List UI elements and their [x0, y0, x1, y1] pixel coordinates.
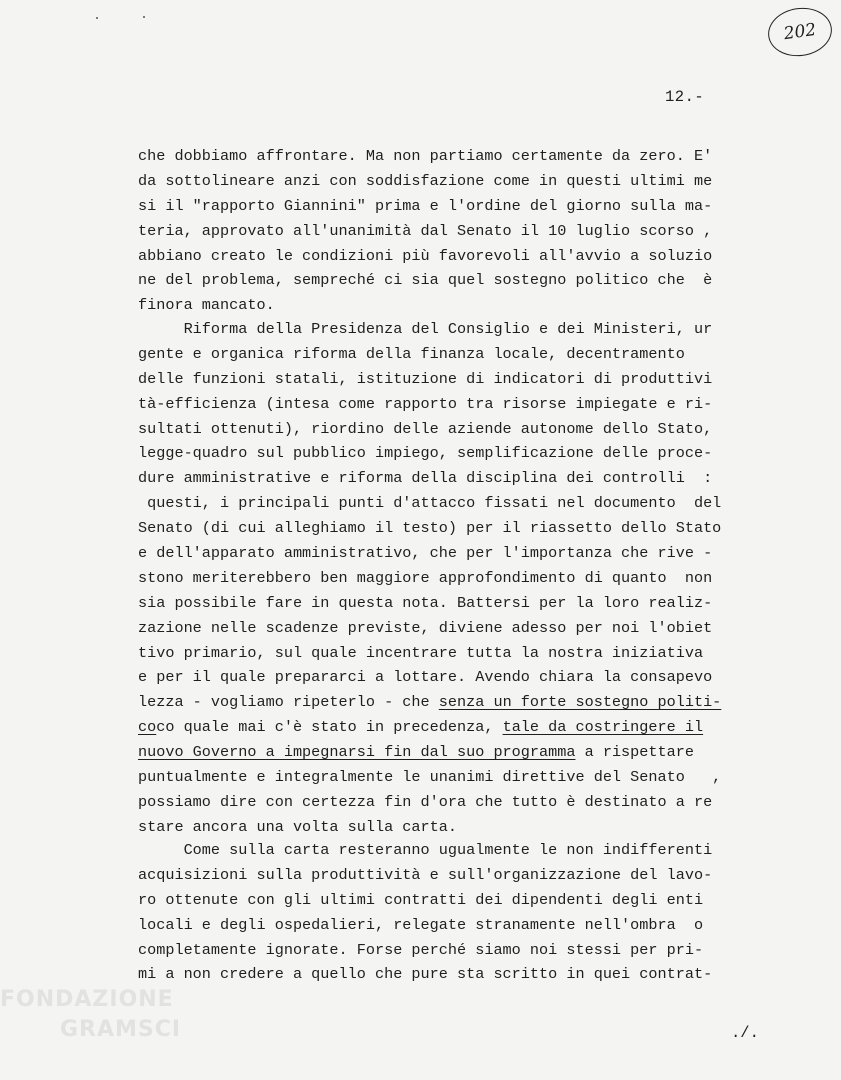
- text-fragment: co quale mai c'è stato in precedenza,: [156, 718, 503, 737]
- underlined-text: co: [138, 718, 157, 737]
- text-line: abbiano creato le condizioni più favorevoli all'avvio a soluzio: [138, 246, 713, 265]
- text-line: puntualmente e integralmente le unanimi direttive del Senato ,: [138, 768, 722, 787]
- paragraph-3: [138, 838, 758, 987]
- text-line-with-underline: [138, 715, 758, 740]
- text-line: da sottolineare anzi con soddisfazione come in questi ultimi me: [138, 171, 713, 190]
- text-line: ne del problema, sempreché ci sia quel sostegno politico che è: [138, 271, 713, 290]
- paragraph-2: [138, 317, 758, 840]
- text-line: Come sulla carta resteranno ugualmente le non indifferenti: [138, 841, 713, 859]
- underlined-text: tale da costringere il: [502, 718, 704, 737]
- watermark: [0, 985, 240, 1055]
- underlined-text: senza un forte sostegno politi-: [438, 693, 722, 712]
- text-line: stare ancora una volta sulla carta.: [138, 817, 457, 836]
- underlined-text: nuovo Governo a impegnarsi fin dal suo programma: [138, 743, 576, 762]
- scan-speck: [143, 16, 145, 18]
- text-line: Senato (di cui alleghiamo il testo) per il riassetto dello Stato: [138, 519, 722, 538]
- text-line-with-underline: [138, 690, 758, 715]
- text-line: stono meriterebbero ben maggiore approfondimento di quanto non: [138, 568, 713, 587]
- text-line: ro ottenute con gli ultimi contratti dei dipendenti degli enti: [138, 890, 704, 909]
- archive-stamp: [765, 4, 835, 60]
- text-line: teria, approvato all'unanimità dal Senato il 10 luglio scorso ,: [138, 221, 713, 240]
- continuation-mark: ./.: [731, 1024, 759, 1042]
- text-line: e dell'apparato amministrativo, che per l'importanza che rive -: [138, 544, 713, 563]
- watermark-line: FONDAZIONE: [0, 987, 174, 1012]
- text-line: acquisizioni sulla produttività e sull'organizzazione del lavo-: [138, 865, 713, 884]
- text-line: possiamo dire con certezza fin d'ora che tutto è destinato a re: [138, 792, 713, 811]
- text-line: completamente ignorate. Forse perché siamo noi stessi per pri-: [138, 940, 704, 959]
- page-number: 12.-: [665, 88, 705, 106]
- paragraph-1: [138, 144, 758, 318]
- text-line: tà-efficienza (intesa come rapporto tra risorse impiegate e ri-: [138, 394, 713, 413]
- text-line: dure amministrative e riforma della disciplina dei controlli :: [138, 469, 713, 488]
- text-line: zazione nelle scadenze previste, diviene adesso per noi l'obiet: [138, 618, 713, 637]
- text-fragment: a rispettare: [575, 743, 694, 762]
- text-line: gente e organica riforma della finanza locale, decentramento: [138, 344, 685, 363]
- watermark-line: GRAMSCI: [60, 1017, 182, 1042]
- text-line: locali e degli ospedalieri, relegate stranamente nell'ombra o: [138, 915, 704, 934]
- scan-speck: [96, 17, 98, 19]
- text-line: tivo primario, sul quale incentrare tutta la nostra iniziativa: [138, 643, 704, 662]
- text-line: Riforma della Presidenza del Consiglio e dei Ministeri, ur: [138, 320, 713, 338]
- text-line: sultati ottenuti), riordino delle aziende autonome dello Stato,: [138, 419, 713, 438]
- text-fragment: lezza - vogliamo ripeterlo - che: [138, 693, 439, 712]
- text-line: sia possibile fare in questa nota. Battersi per la loro realiz-: [138, 593, 713, 612]
- text-line: legge-quadro sul pubblico impiego, semplificazione delle proce-: [138, 444, 713, 463]
- text-line: e per il quale prepararci a lottare. Avendo chiara la consapevo: [138, 668, 713, 687]
- text-line: finora mancato.: [138, 296, 275, 315]
- text-line: mi a non credere a quello che pure sta scritto in quei contrat-: [138, 965, 713, 984]
- archive-stamp-number: 202: [782, 19, 818, 45]
- text-line: questi, i principali punti d'attacco fissati nel documento del: [138, 494, 722, 513]
- text-line-with-underline: [138, 740, 758, 765]
- text-line: che dobbiamo affrontare. Ma non partiamo certamente da zero. E': [138, 147, 713, 165]
- text-line: delle funzioni statali, istituzione di indicatori di produttivi: [138, 369, 713, 388]
- text-line: si il "rapporto Giannini" prima e l'ordine del giorno sulla ma-: [138, 196, 713, 215]
